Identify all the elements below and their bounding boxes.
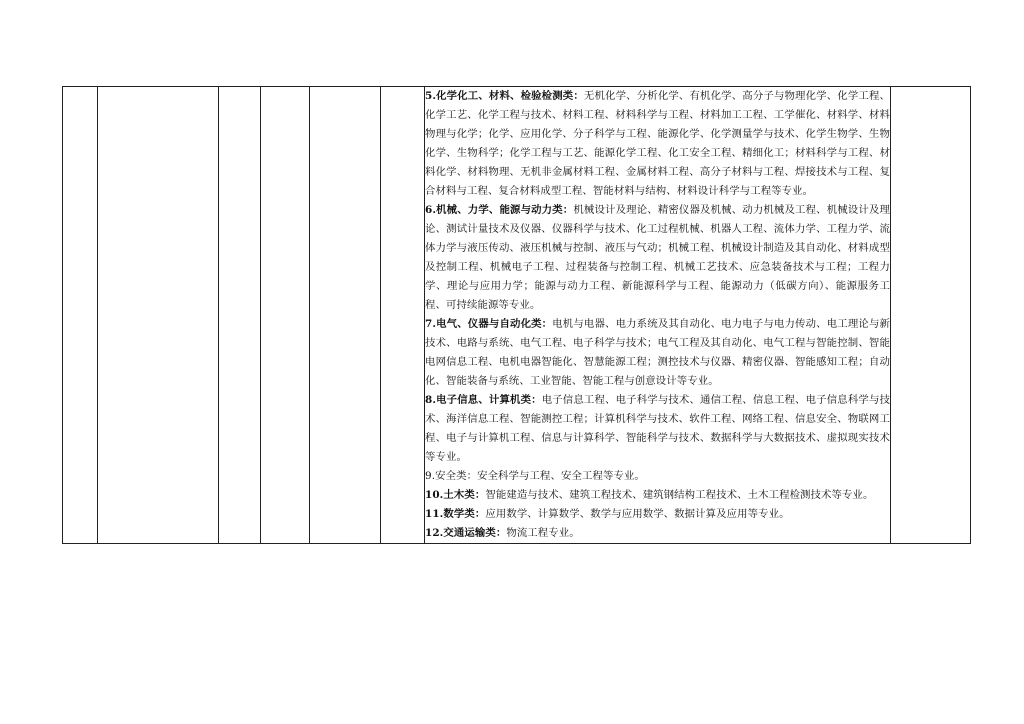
major-category-6 bbox=[425, 201, 890, 315]
category-heading: 6.机械、力学、能源与动力类： bbox=[425, 204, 574, 216]
category-body: 无机化学、分析化学、有机化学、高分子与物理化学、化学工程、化学工艺、化学工程与技术、材料工程、材料科学与工程、材料加工工程、工学催化、材料学、材料物理与化学；化学、应用化学、分子科学与工程、能源化学、化学测量学与技术、化学生物学、生物化学、生物科学；化学工程与工艺、能源化学工程、化工安全工程、精细化工；材料科学与工程、材料化学、材料物理、无机非金属材料工程、金属材料工程、高分子材料与工程、焊接技术与工程、复合材料与工程、复合材料成型工程、智能材料与结构、材料设计科学与工程等专业。 bbox=[425, 90, 890, 197]
empty-cell-4 bbox=[261, 87, 310, 544]
category-body: 物流工程专业。 bbox=[506, 527, 580, 539]
empty-cell-1 bbox=[63, 87, 98, 544]
major-requirements-table bbox=[62, 86, 971, 544]
category-body: 应用数学、计算数学、数学与应用数学、数据计算及应用等专业。 bbox=[485, 508, 790, 520]
category-body: 9.安全类：安全科学与工程、安全工程等专业。 bbox=[425, 470, 645, 482]
major-category-10 bbox=[425, 486, 890, 505]
category-heading: 12.交通运输类： bbox=[425, 527, 507, 539]
empty-cell-8 bbox=[891, 87, 971, 544]
table-row bbox=[63, 87, 971, 544]
major-category-9 bbox=[425, 467, 890, 486]
major-category-7 bbox=[425, 315, 890, 391]
category-heading: 11.数学类： bbox=[425, 508, 486, 520]
category-body: 电子信息工程、电子科学与技术、通信工程、信息工程、电子信息科学与技术、海洋信息工程、智能测控工程；计算机科学与技术、软件工程、网络工程、信息安全、物联网工程、电子与计算机工程、信息与计算科学、智能科学与技术、数据科学与大数据技术、虚拟现实技术等专业。 bbox=[425, 394, 891, 463]
empty-cell-3 bbox=[219, 87, 261, 544]
category-heading: 10.土木类： bbox=[425, 489, 486, 501]
empty-cell-6 bbox=[381, 87, 425, 544]
major-category-12 bbox=[425, 524, 890, 543]
major-category-11 bbox=[425, 505, 890, 524]
empty-cell-5 bbox=[310, 87, 381, 544]
category-body: 智能建造与技术、建筑工程技术、建筑钢结构工程技术、土木工程检测技术等专业。 bbox=[485, 489, 874, 501]
category-heading: 7.电气、仪器与自动化类： bbox=[425, 318, 553, 330]
category-body: 机械设计及理论、精密仪器及机械、动力机械及工程、机械设计及理论、测试计量技术及仪器、仪器科学与技术、化工过程机械、机器人工程、流体力学、工程力学、流体力学与液压传动、液压机械与控制、液压与气动；机械工程、机械设计制造及其自动化、材料成型及控制工程、机械电子工程、过程装备与控制工程、机械工艺技术、应急装备技术与工程；工程力学、理论与应用力学；能源与动力工程、新能源科学与工程、能源动力（低碳方向）、能源服务工程、可持续能源等专业。 bbox=[425, 204, 890, 311]
category-heading: 5.化学化工、材料、检验检测类： bbox=[425, 90, 584, 102]
category-heading: 8.电子信息、计算机类： bbox=[425, 394, 542, 406]
major-list-cell bbox=[425, 87, 891, 544]
category-body: 电机与电器、电力系统及其自动化、电力电子与电力传动、电工理论与新技术、电路与系统、电气工程、电子科学与技术；电气工程及其自动化、电气工程与智能控制、智能电网信息工程、电机电器智能化、智慧能源工程；测控技术与仪器、精密仪器、智能感知工程；自动化、智能装备与系统、工业智能、智能工程与创意设计等专业。 bbox=[425, 318, 890, 387]
major-category-5 bbox=[425, 87, 890, 201]
empty-cell-2 bbox=[98, 87, 219, 544]
major-category-8 bbox=[425, 391, 890, 467]
